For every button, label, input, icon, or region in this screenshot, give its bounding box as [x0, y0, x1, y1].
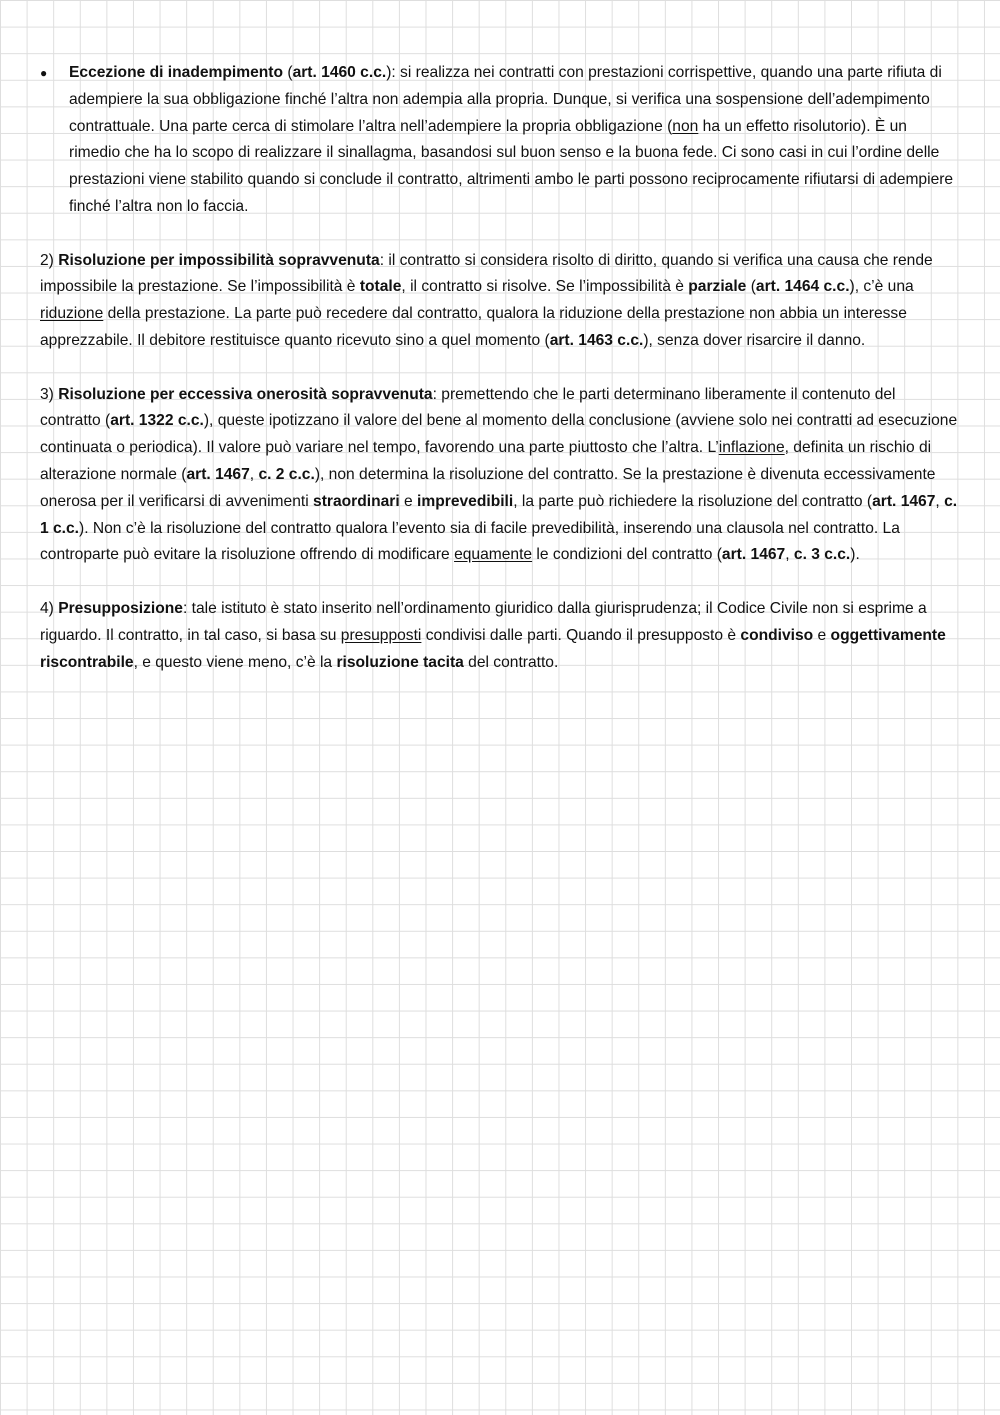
- section-heading: Risoluzione per impossibilità sopravvenuta: [58, 251, 380, 269]
- text-run: le condizioni del contratto (: [532, 546, 722, 564]
- text-run: ), non determina la risoluzione del contratto. Se la prestazione è divenuta eccessivamente onerosa per il verificarsi di avvenimenti: [40, 465, 936, 510]
- text-run: : premettendo che le parti determinano liberamente il contenuto del contratto (: [40, 385, 896, 430]
- text-run: , la parte può richiedere la risoluzione del contratto (: [513, 492, 873, 510]
- paragraph-presupposizione: [40, 596, 958, 676]
- section-number: 4): [40, 599, 59, 617]
- text-run: condivisi dalle parti. Quando il presupposto è: [421, 626, 741, 644]
- text-run: e: [399, 492, 418, 510]
- bold-term: straordinari: [313, 492, 400, 510]
- article-ref: art. 1322 c.c.: [110, 412, 204, 430]
- text-run: ): si realizza nei contratti con prestazioni corrispettive, quando una parte rifiuta di adempiere la sua obbligazione finché l’altra non adempia alla propria. Dunque, si verifica una sospensione dell’adempimento contrattuale. Una parte cerca di stimolare l’altra nell’adempiere la propria obbligazione (: [69, 64, 942, 135]
- section-number: 3): [40, 385, 59, 403]
- bold-term: condiviso: [740, 626, 814, 644]
- bullet-dot-icon: ●: [40, 66, 48, 80]
- text-run: , definita un rischio di alterazione normale (: [40, 439, 932, 483]
- text-run: ), c’è una: [849, 278, 914, 296]
- section-heading: Risoluzione per eccessiva onerosità sopravvenuta: [58, 385, 433, 403]
- underlined-term: presupposti: [340, 626, 422, 644]
- article-ref: art. 1467: [872, 492, 936, 510]
- article-ref: art. 1464 c.c.: [755, 278, 850, 296]
- text-run: : tale istituto è stato inserito nell’ordinamento giuridico dalla giurisprudenza; il Codice Civile non si esprime a riguardo. Il contratto, in tal caso, si basa su: [40, 599, 927, 644]
- paragraph-impossibilita: [40, 248, 958, 355]
- section-number: 2): [40, 251, 59, 269]
- bold-term: parziale: [688, 278, 747, 296]
- text-run: ,: [785, 546, 794, 564]
- text-run: ha un effetto risolutorio). È un rimedio che ha lo scopo di realizzare il sinallagma, basandosi sul buon senso e la buona fede. Ci sono casi in cui l’ordine delle prestazioni viene stabilito quando si conclude il contratto, altrimenti ambo le parti possono reciprocamente rifiutarsi di adempiere finché l’altra non lo faccia.: [69, 117, 954, 215]
- text-run: ,: [935, 492, 945, 510]
- text-run: ). Non c’è la risoluzione del contratto qualora l’evento sia di facile prevedibilità, inserendo una clausola nel contratto. La controparte può evitare la risoluzione offrendo di modificare: [40, 519, 900, 564]
- article-ref: art. 1463 c.c.: [549, 331, 644, 349]
- underlined-term: riduzione: [40, 305, 104, 323]
- text-run: ), queste ipotizzano il valore del bene al momento della conclusione (avviene solo nei contratti ad esecuzione continuata o periodica). Il valore può variare nel tempo, favorendo una parte piuttosto che l’altra. L’: [40, 412, 958, 457]
- text-run: ), senza dover risarcire il danno.: [643, 331, 866, 349]
- text-run: , il contratto si risolve. Se l’impossibilità è: [401, 278, 689, 296]
- text-run: del contratto.: [463, 653, 559, 671]
- article-ref: art. 1467: [721, 546, 786, 564]
- text-run: ).: [850, 546, 860, 564]
- article-ref: art. 1467: [186, 465, 250, 483]
- text-run: (: [283, 64, 293, 81]
- bold-term: oggettivamente riscontrabile: [40, 626, 946, 671]
- underlined-term: non: [672, 117, 699, 135]
- underlined-term: inflazione: [718, 439, 785, 457]
- text-run: della prestazione. La parte può recedere dal contratto, qualora la riduzione della prestazione non abbia un interesse apprezzabile. Il debitore restituisce quanto ricevuto sino a quel momento (: [40, 305, 907, 349]
- bold-term: risoluzione tacita: [336, 653, 464, 671]
- text-run: , e questo viene meno, c’è la: [133, 653, 337, 671]
- text-run: : il contratto si considera risolto di diritto, quando si verifica una causa che rende impossibile la prestazione. Se l’impossibilità è: [40, 251, 933, 296]
- article-ref: c. 1 c.c.: [40, 492, 958, 537]
- article-ref: c. 3 c.c.: [793, 546, 851, 564]
- text-run: (: [746, 278, 756, 296]
- paragraph-onerosita: [40, 382, 958, 570]
- text-run: e: [813, 626, 831, 644]
- article-ref: c. 2 c.c.: [258, 465, 315, 483]
- term-eccezione: Eccezione di inadempimento: [69, 64, 284, 81]
- text-run: ,: [249, 465, 259, 483]
- bold-term: totale: [359, 278, 402, 296]
- bold-term: imprevedibili: [417, 492, 514, 510]
- document-body: [40, 60, 958, 703]
- bullet-eccezione-inadempimento: [40, 60, 958, 221]
- section-heading: Presupposizione: [58, 599, 183, 617]
- underlined-term: equamente: [454, 546, 533, 564]
- article-ref: art. 1460 c.c.: [292, 64, 387, 81]
